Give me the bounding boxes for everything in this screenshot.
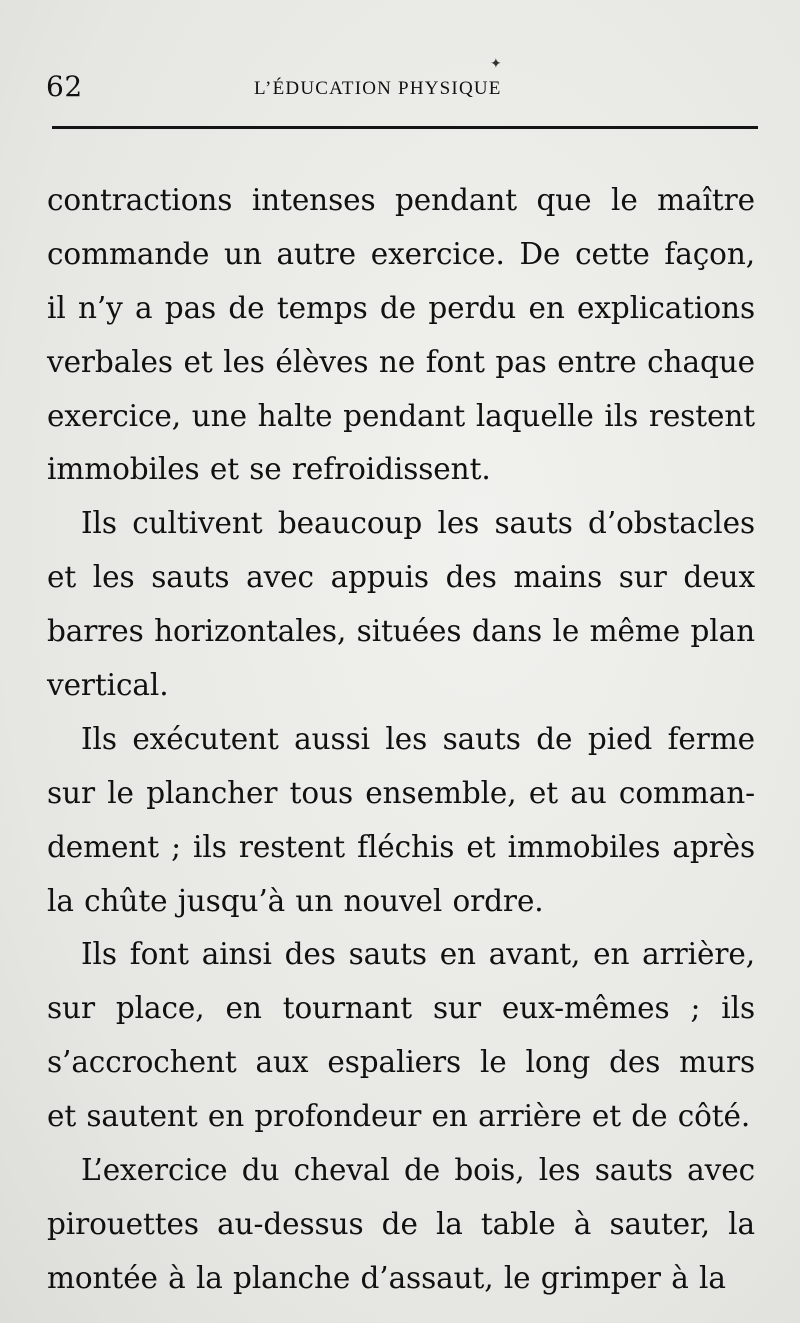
text-line: verbales et les élèves ne font pas entre chaque [47, 344, 755, 379]
text-line: commande un autre exercice. De cette façon, [47, 236, 755, 271]
page-number: 62 [46, 70, 83, 103]
text-line: exercice, une halte pendant laquelle ils restent [47, 398, 755, 433]
text-line: pirouettes au-dessus de la table à sauter, la [47, 1206, 755, 1241]
paragraph [47, 174, 755, 497]
page-header [46, 56, 758, 110]
paragraph [47, 928, 755, 1144]
text-line: Ils font ainsi des sauts en avant, en arrière, [81, 937, 755, 972]
paragraph [47, 713, 755, 929]
text-line: vertical. [47, 668, 169, 703]
text-line: et les sauts avec appuis des mains sur deux [47, 560, 755, 595]
text-line: L’exercice du cheval de bois, les sauts avec [81, 1153, 755, 1188]
text-line: contractions intenses pendant que le maître [47, 183, 755, 217]
text-line: montée à la planche d’assaut, le grimper à la [47, 1260, 726, 1295]
header-rule [52, 126, 758, 129]
running-title: L’ÉDUCATION PHYSIQUE [254, 78, 502, 99]
text-line: dement ; ils restent fléchis et immobiles après [47, 829, 755, 864]
text-line: barres horizontales, situées dans le même plan [47, 614, 755, 649]
body-text [47, 174, 755, 1306]
ornament-icon: ✦ [490, 56, 502, 72]
text-line: il n’y a pas de temps de perdu en explications [47, 290, 755, 325]
text-line: sur le plancher tous ensemble, et au comman- [47, 775, 755, 810]
paragraph [47, 1144, 755, 1306]
text-line: immobiles et se refroidissent. [47, 452, 491, 487]
text-line: Ils cultivent beaucoup les sauts d’obstacles [81, 506, 755, 541]
text-line: Ils exécutent aussi les sauts de pied ferme [81, 721, 755, 756]
text-line: la chûte jusqu’à un nouvel ordre. [47, 883, 544, 918]
text-line: s’accrochent aux espaliers le long des murs [47, 1045, 755, 1080]
text-line: et sautent en profondeur en arrière et de côté. [47, 1099, 751, 1134]
text-line: sur place, en tournant sur eux-mêmes ; ils [47, 991, 755, 1026]
paragraph [47, 497, 755, 713]
